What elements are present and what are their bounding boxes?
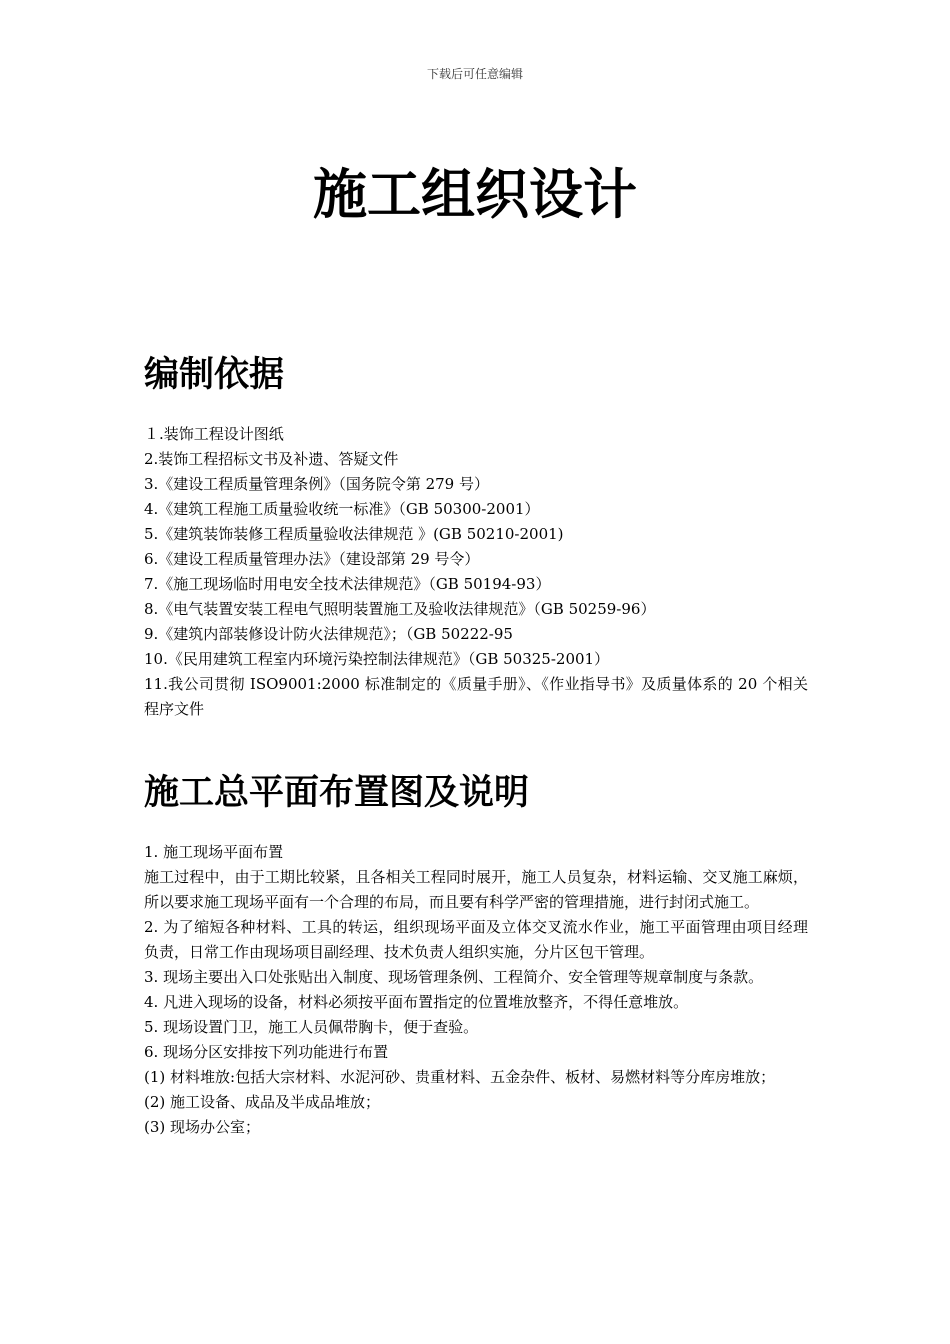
list-item: 2.装饰工程招标文书及补遗、答疑文件	[144, 450, 399, 468]
list-item: 3. 现场主要出入口处张贴出入制度、现场管理条例、工程简介、安全管理等规章制度与条款。	[144, 968, 764, 986]
page-header: 下载后可任意编辑	[426, 67, 523, 81]
list-item: 8.《电气装置安装工程电气照明装置施工及验收法律规范》（GB 50259-96）	[144, 600, 656, 618]
list-item: (1) 材料堆放:包括大宗材料、水泥河砂、贵重材料、五金杂件、板材、易燃材料等分库房堆放；	[144, 1068, 776, 1086]
list-item: 4. 凡进入现场的设备，材料必须按平面布置指定的位置堆放整齐，不得任意堆放。	[144, 993, 689, 1011]
list-item: 5.《建筑装饰装修工程质量验收法律规范 》(GB 50210-2001)	[144, 525, 564, 543]
compilation-basis-list	[144, 422, 808, 722]
site-layout-list	[144, 840, 808, 1140]
list-item: 3.《建设工程质量管理条例》（国务院令第 279 号）	[144, 475, 489, 493]
list-item: 10.《民用建筑工程室内环境污染控制法律规范》（GB 50325-2001）	[144, 650, 610, 668]
list-item: (3) 现场办公室；	[144, 1118, 261, 1136]
list-item: 6. 现场分区安排按下列功能进行布置	[144, 1043, 389, 1061]
list-item: 6.《建设工程质量管理办法》（建设部第 29 号令）	[144, 550, 480, 568]
list-item: (2) 施工设备、成品及半成品堆放；	[144, 1093, 381, 1111]
list-item: 4.《建筑工程施工质量验收统一标准》（GB 50300-2001）	[144, 500, 540, 518]
list-item: 2. 为了缩短各种材料、工具的转运，组织现场平面及立体交叉流水作业，施工平面管理由项目经理负责，日常工作由现场项目副经理、技术负责人组织实施，分片区包干管理。	[144, 918, 808, 961]
list-item: １.装饰工程设计图纸	[144, 425, 284, 443]
section-heading-site-layout: 施工总平面布置图及说明	[144, 773, 530, 813]
list-item: 9.《建筑内部装修设计防火法律规范》；（GB 50222-95	[144, 625, 513, 643]
list-item: 5. 现场设置门卫，施工人员佩带胸卡，便于查验。	[144, 1018, 479, 1036]
list-item: 施工过程中，由于工期比较紧，且各相关工程同时展开，施工人员复杂，材料运输、交叉施工麻烦，所以要求施工现场平面有一个合理的布局，而且要有科学严密的管理措施，进行封闭式施工。	[144, 868, 808, 911]
section-heading-compilation-basis: 编制依据	[144, 355, 285, 395]
document-title: 施工组织设计	[313, 163, 637, 226]
list-item: 1. 施工现场平面布置	[144, 843, 284, 861]
list-item: 11.我公司贯彻 ISO9001:2000 标准制定的《质量手册》、《作业指导书》及质量体系的 20 个相关程序文件	[144, 675, 808, 718]
list-item: 7.《施工现场临时用电安全技术法律规范》（GB 50194-93）	[144, 575, 551, 593]
